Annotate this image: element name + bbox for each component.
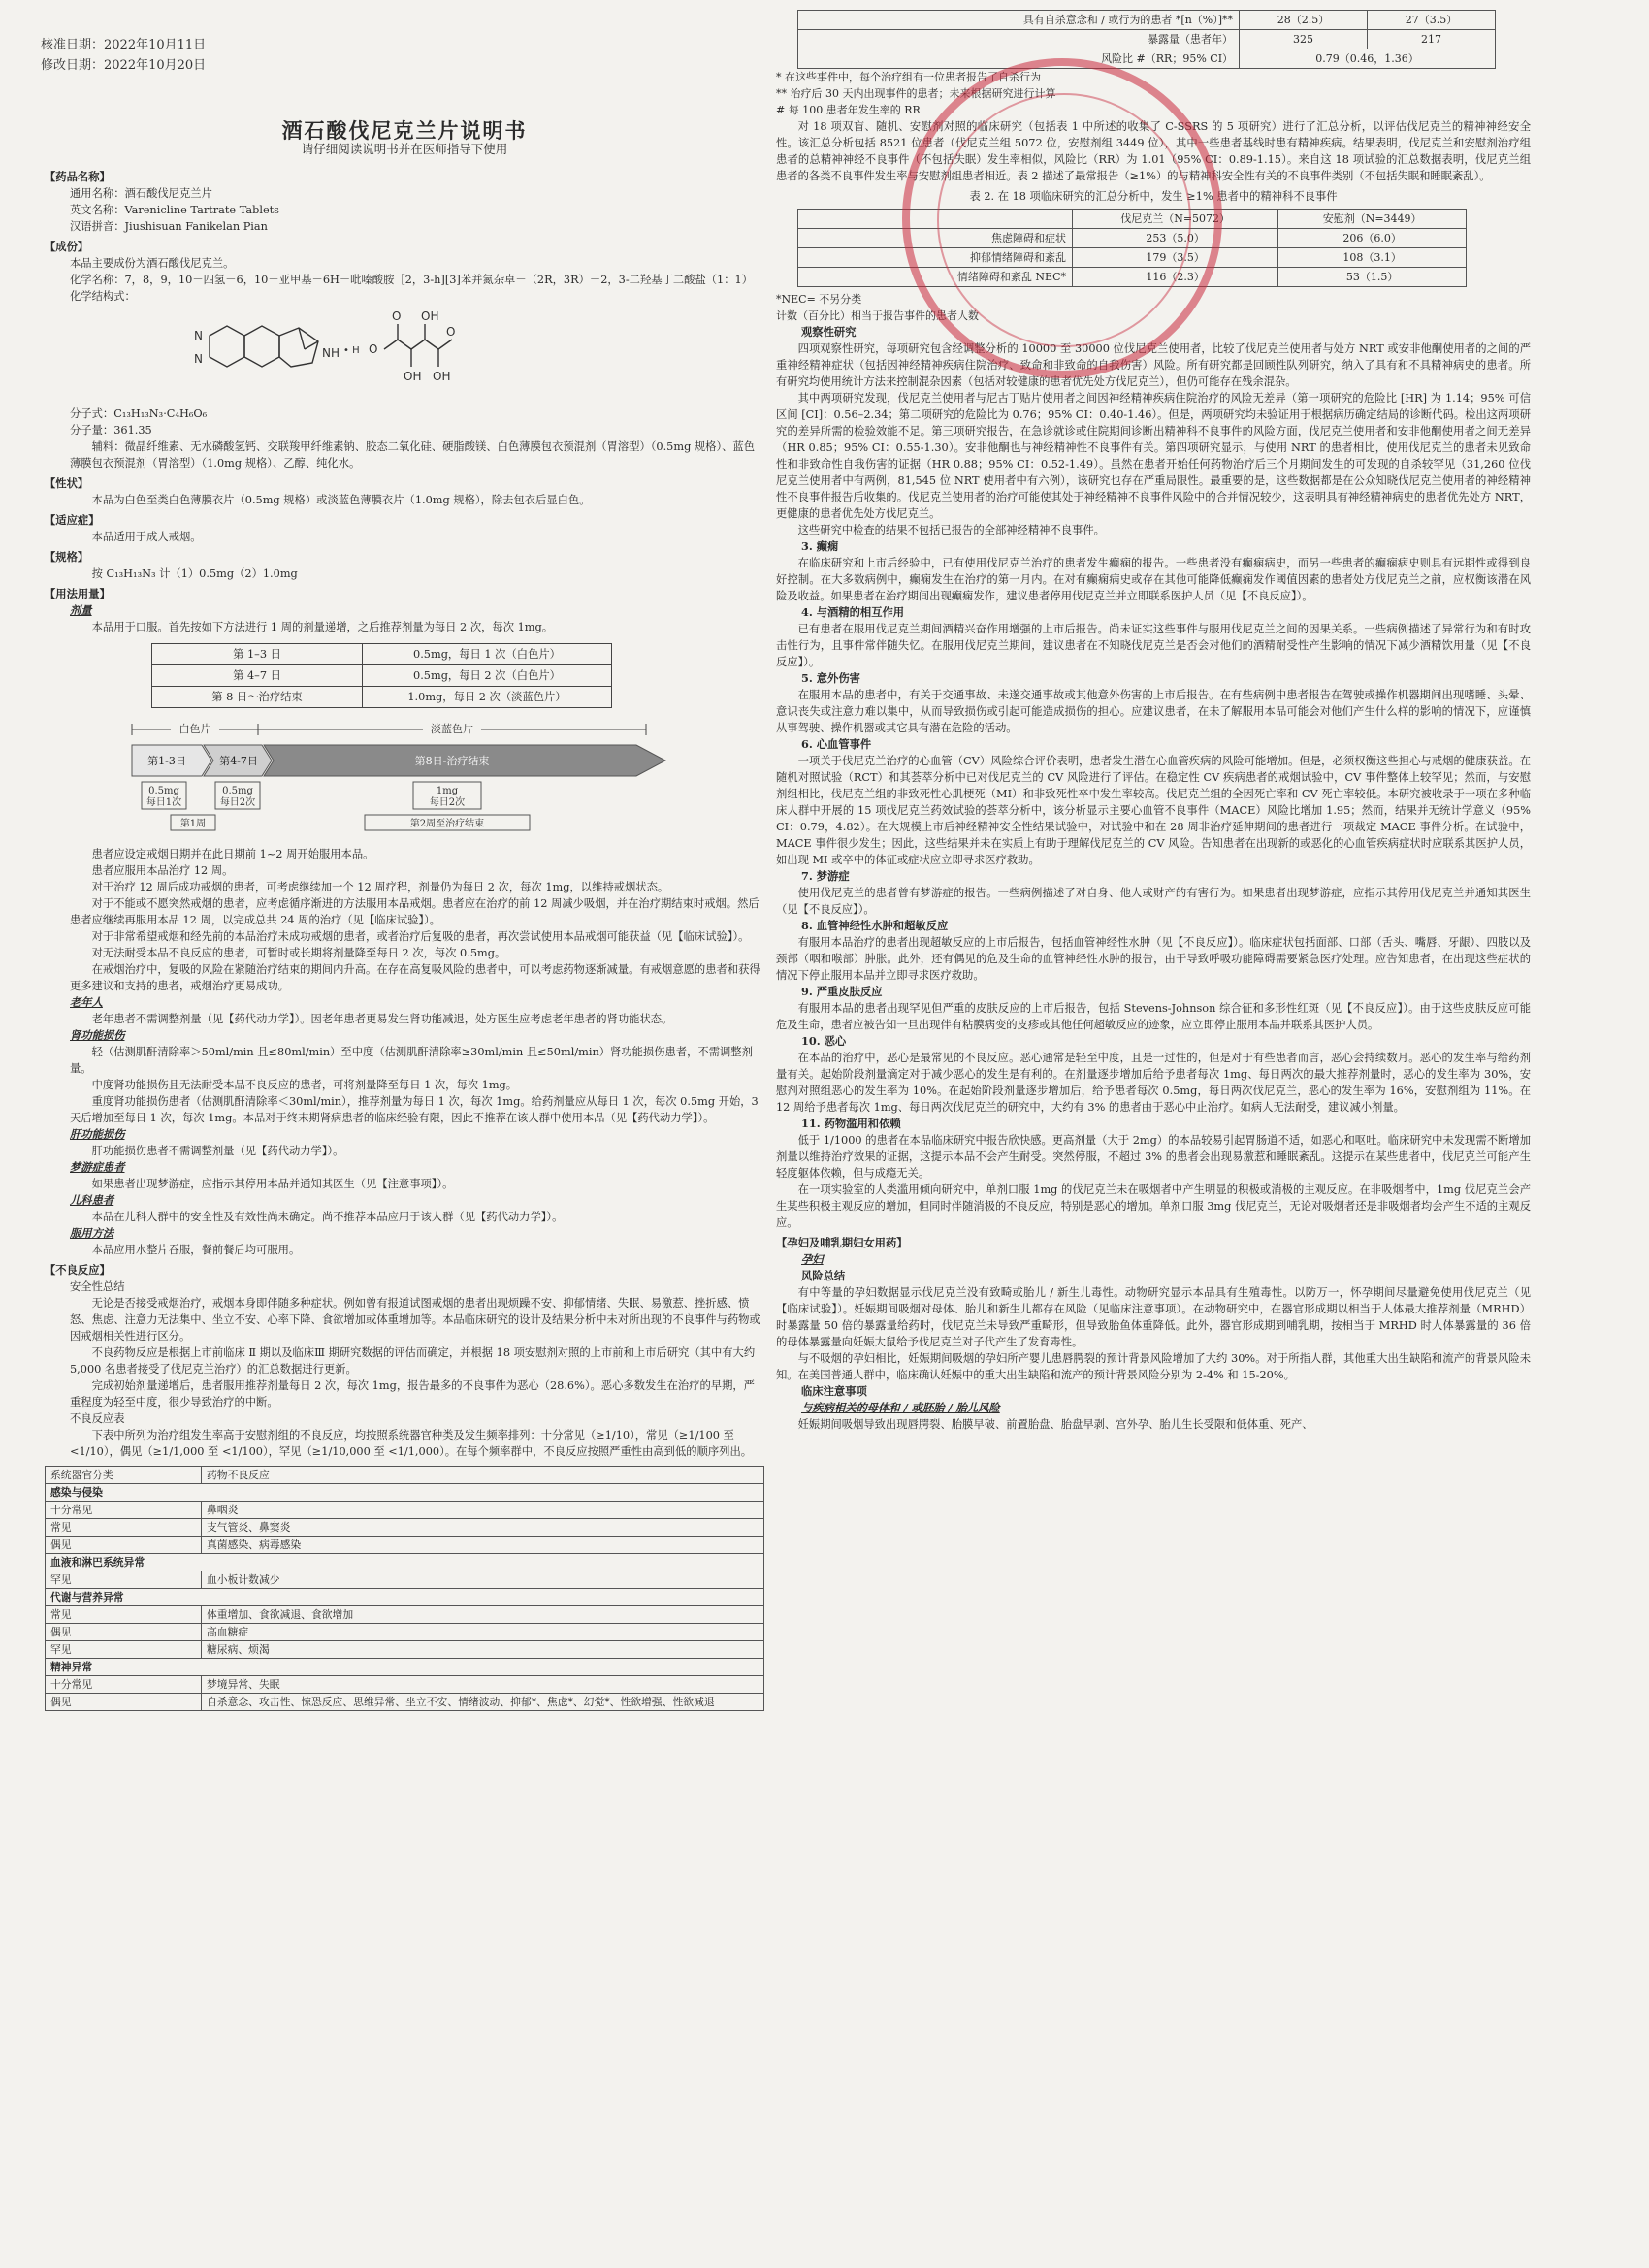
frequency: 常见 [46,1519,202,1537]
section-heading: 8. 血管神经性水肿和超敏反应 [801,919,949,932]
adverse-paragraph: 无论是否接受戒烟治疗，戒烟本身即伴随多种症状。例如曾有报道试图戒烟的患者出现烦躁不安、抑郁情绪、失眠、易激惹、挫折感、愤怒、焦虑、注意力无法集中、坐立不安、心率下降、食欲增加或体重增加等。本品临床研究的设计及结果分析中未对所出现的不良事件与药物或因戒烟相关性进行区分。 [70,1297,760,1343]
pregnancy-paragraph: 有中等量的孕妇数据显示伐尼克兰没有致畸或胎儿 / 新生儿毒性。动物研究显示本品具有生殖毒性。以防万一，怀孕期间尽量避免使用伐尼克兰（见【临床试验】）。妊娠期间吸烟对母体、胎儿和新生儿都存在风险（见临床注意事项）。在动物研究中，在器官形成期以相当于人体最大推荐剂量（MRHD）时暴露量 50 倍的暴露量给药时，伐尼克兰未导致严重畸形，但导致胎鱼体重降低。此外，器官形成期到哺乳期，按相当于 MRHD 时人体暴露量的 36 倍的母体暴露量向妊娠大鼠给予伐尼克兰对子代产生了发育毒性。 [776,1286,1531,1348]
approval-date: 核准日期：2022年10月11日 [41,38,207,52]
cell-placebo: 108（3.1） [1278,248,1467,268]
adverse-col-reaction: 药物不良反应 [202,1467,764,1484]
diagram-dose1a: 0.5mg [148,786,179,796]
dosage-period: 第 8 日～治疗结束 [152,687,363,708]
pinyin-name: 汉语拼音：Jiushisuan Fanikelan Pian [70,220,268,233]
hepatic-heading: 肝功能损伤 [70,1127,125,1141]
method-heading: 服用方法 [70,1226,114,1240]
renal-text: 重度肾功能损伤患者（估测肌酐清除率＜30ml/min），推荐剂量为每日 1 次，每次 1mg。给药剂量应从每日 1 次，每次 0.5mg 开始，3 天后增加至每日 1 次，每次 1mg。本品对于终末期肾病患者的临床经验有限，因此不推荐在该人群中使用本品（见【药代动力学】）。 [70,1095,759,1124]
dosing-diagram-svg [122,718,762,838]
clinical-subheading: 与疾病相关的母体和 / 或胚胎 / 胎儿风险 [801,1401,1000,1414]
table-row [798,229,1467,248]
usage-paragraph: 对无法耐受本品不良反应的患者，可暂时或长期将剂量降至每日 2 次，每次 0.5mg。 [91,947,506,959]
dosage-table [151,643,612,708]
renal-text: 中度肾功能损伤且无法耐受本品不良反应的患者，可将剂量降至每日 1 次，每次 1mg。 [91,1079,518,1091]
note: ** 治疗后 30 天内出现事件的患者；未来根据研究进行计算 [776,87,1056,100]
table-notes [776,69,1531,118]
section-paragraph: 低于 1/1000 的患者在本品临床研究中报告欣快感。更高剂量（大于 2mg）的本品较易引起胃肠道不适，如恶心和呕吐。临床研究中未发现需不断增加剂量以维持治疗效果的证据，这提示本品不会产生耐受。突然停服，不超过 3% 的患者会出现易激惹和睡眠紊乱。这提示在某些患者中，伐尼克兰可能产生轻度躯体依赖，但与成瘾无关。 [776,1134,1531,1180]
section-heading: 9. 严重皮肤反应 [801,985,883,998]
cell-risk-ratio: 0.79（0.46，1.36） [1240,49,1496,69]
table2-caption: 表 2. 在 18 项临床研究的汇总分析中，发生 ≥1% 患者中的精神科不良事件 [969,190,1338,203]
section-paragraph: 已有患者在服用伐尼克兰期间酒精兴奋作用增强的上市后报告。尚未证实这些事件与服用伐尼克兰之间的因果关系。一些病例描述了异常行为和有时攻击性行为，且事件常伴随失忆。在服用伐尼克兰期间，建议患者在不知晓伐尼克兰是否会对他们的酒精耐受性产生影响的情况下减少酒精饮用量（见【不良反应】）。 [776,623,1531,668]
adverse-table-row [46,1624,764,1641]
specs-text: 按 C₁₃H₁₃N₃ 计（1）0.5mg（2）1.0mg [91,567,298,580]
adverse-table-row [46,1484,764,1502]
reaction: 真菌感染、病毒感染 [202,1537,764,1554]
table2-notes [776,291,1531,324]
hepatic-text: 肝功能损伤患者不需调整剂量（见【药代动力学】）。 [91,1145,344,1157]
note: # 每 100 患者年发生率的 RR [776,104,921,116]
section-heading: 10. 恶心 [801,1034,847,1048]
sleepwalking-heading: 梦游症患者 [70,1160,125,1174]
renal-text: 轻（估测肌酐清除率＞50ml/min 且≤80ml/min）至中度（估测肌酐清除率≥30ml/min 且≤50ml/min）肾功能损伤患者，不需调整剂量。 [70,1046,753,1075]
adverse-list-intro: 下表中所列为治疗组发生率高于安慰剂组的不良反应，均按照系统器官种类及发生频率排列：十分常见（≥1/10），常见（≥1/100 至 <1/10），偶见（≥1/1,000 至 <1/100），罕见（≥1/10,000 至 <1/1,000）。在每个频率群中，不良反应按照严重性由高到低的顺序列出。 [70,1429,753,1458]
table-row [798,49,1496,69]
dosage-period: 第 4–7 日 [152,665,363,687]
dosage-dose: 1.0mg，每日 2 次（淡蓝色片） [363,687,612,708]
precaution-sections [776,538,1531,1231]
reaction: 支气管炎、鼻窦炎 [202,1519,764,1537]
usage-paragraph: 患者应服用本品治疗 12 周。 [91,864,234,877]
usage-paragraph: 对于非常希望戒烟和经先前的本品治疗未成功戒烟的患者，或者治疗后复吸的患者，再次尝试使用本品戒烟可能获益（见【临床试验】）。 [91,930,750,943]
section-heading: 3. 癫痫 [801,539,839,553]
diagram-day47: 第4-7日 [219,755,258,767]
section-paragraph: 在服用本品的患者中，有关于交通事故、未遂交通事故或其他意外伤害的上市后报告。在有些病例中患者报告在驾驶或操作机器期间出现嗜睡、头晕、意识丧失或注意力难以集中，从而导致损伤或引起可能造成损伤的担心。应建议患者，在未了解服用本品可能会对他们产生什么样的影响的情况下，应谨慎从事驾驶、操作机器或其它具有潜在危险的活动。 [776,689,1531,734]
row-label: 焦虑障碍和症状 [798,229,1073,248]
pregnancy-heading: 【孕妇及哺乳期妇女用药】 [776,1236,908,1249]
diagram-dose2b: 每日2次 [219,797,256,808]
safety-summary-heading: 安全性总结 [70,1280,125,1293]
note: 计数（百分比）相当于报告事件的患者人数 [776,309,979,322]
document-title: 酒石酸伐尼克兰片说明书 [281,118,528,143]
suicidality-table [797,10,1496,69]
dosage-row [152,665,612,687]
pooled-analysis-paragraph: 对 18 项双盲、随机、安慰剂对照的临床研究（包括表 1 中所述的收集了 C-SSRS 的 5 项研究）进行了汇总分析，以评估伐尼克兰的精神神经安全性。该汇总分析包括 8521 位患者（伐尼克兰组 5072 位，安慰剂组 3449 位），其中一些患者基线时患有精神疾病。结果表明，伐尼克兰和安慰剂治疗组患者的总精神神经不良事件（不包括失眠）发生率相似，风险比（RR）为 1.01（95% CI：0.89-1.15）。来自这 18 项试验的汇总数据表明，伐尼克兰组患者的各类不良事件发生率与安慰剂组患者相近。表 2 描述了最常报告（≥1%）的与精神科安全性有关的不良事件类别（不包括失眠和睡眠紊乱）。 [776,120,1531,182]
molecular-formula: 分子式：C₁₃H₁₃N₃·C₄H₆O₆ [70,407,208,420]
frequency: 偶见 [46,1694,202,1711]
section-paragraph: 使用伐尼克兰的患者曾有梦游症的报告。一些病例描述了对自身、他人或财产的有害行为。如果患者出现梦游症，应指示其停用伐尼克兰并通知其医生（见【不良反应】）。 [776,887,1531,916]
adverse-list-heading: 不良反应表 [70,1412,125,1425]
section-paragraph: 在本品的治疗中，恶心是最常见的不良反应。恶心通常是轻至中度，且是一过性的，但是对于有些患者而言，恶心会持续数月。恶心的发生率与给药剂量有关。起始阶段剂量滴定对于减少恶心的发生是有利的。在剂量逐步增加后给予患者每次 1mg、每日两次的最大推荐剂量时，恶心的发生率为 30%，安慰剂对照组恶心的发生率为 10%。在起始阶段剂量逐步增加后，给予患者每次 0.5mg，每日两次伐尼克兰，恶心的发生率为 16%，安慰剂组为 11%。在 12 周给予患者每次 1mg、每日两次伐尼克兰的研究中，大约有 3% 的患者由于恶心中止治疗。如病人无法耐受，建议减小剂量。 [776,1052,1531,1114]
dosing-diagram [122,718,762,838]
dosage-dose: 0.5mg，每日 2 次（白色片） [363,665,612,687]
diagram-dose3a: 1mg [436,786,459,796]
section-heading: 7. 梦游症 [801,869,850,883]
adverse-paragraph: 不良药物反应是根据上市前临床 Ⅱ 期以及临床Ⅲ 期研究数据的评估而确定，并根据 18 项安慰剂对照的上市前和上市后研究（其中有大约 5,000 名患者接受了伐尼克兰治疗）的汇总数据进行更新。 [70,1346,756,1376]
observational-paragraph: 其中两项研究发现，伐尼克兰使用者与尼古丁贴片使用者之间因神经精神疾病住院治疗的风险无差异（第一项研究的危险比 [HR] 为 1.14；95% 可信区间 [CI]：0.56–2.34；第二项研究的危险比为 0.76；95% CI：0.40-1.46）。但是，两项研究均未验证用于根据病历确定结局的诊断代码。检出这两项研究的差异所需的检验效能不足。第三项研究报告，在急诊就诊或住院期间诊断出精神科不良事件的风险方面，伐尼克兰使用者和安非他酮使用者之间无差异（HR 0.85；95% CI：0.55-1.30）。安非他酮也与神经精神性不良事件有关。第四项研究显示，与使用 NRT 的患者相比，使用伐尼克兰的患者未见致命性和非致命性自我伤害的证据（HR 0.88；95% CI：0.52-1.49）。虽然在患者开始任何药物治疗后三个月期间发生的可发现的自杀较罕见（31,260 位伐尼克兰使用者中有两例，81,545 位 NRT 使用者中有六例），该研究也存在严重局限性。最重要的是，这些数据都是在公众知晓伐尼克兰使用者的神经精神性不良事件报告后收集的。伐尼克兰使用者的治疗可能使其处于神经精神不良事件风险中的合并情况较少，这表明具有神经精神病史的患者优先处方 NRT，更健康的患者优先处方伐尼克兰。 [776,392,1531,520]
organ-class: 精神异常 [46,1659,764,1676]
children-text: 本品在儿科人群中的安全性及有效性尚未确定。尚不推荐本品应用于该人群（见【药代动力学】）。 [91,1211,564,1223]
svg-text:O: O [369,342,378,356]
frequency: 罕见 [46,1641,202,1659]
clinical-text: 妊娠期间吸烟导致出现唇腭裂、胎膜早破、前置胎盘、胎盘早剥、宫外孕、胎儿生长受限和低体重、死产、 [797,1418,1313,1431]
composition-main: 本品主要成份为酒石酸伐尼克兰。 [70,257,235,270]
dosage-row [152,687,612,708]
specs-heading: 【规格】 [45,550,89,564]
section-paragraph: 一项关于伐尼克兰治疗的心血管（CV）风险综合评价表明，患者发生潜在心血管疾病的风险可能增加。但是，必须权衡这些担心与戒烟的健康获益。在随机对照试验（RCT）和其荟萃分析中已对伐尼克兰的 CV 风险进行了评估。在稳定性 CV 疾病患者的戒烟试验中，CV 事件整体上较罕见；然而，与安慰剂组相比，伐尼克兰组的非致死性心肌梗死（MI）和非致死性卒中发生率较高。伐尼克兰组的全因死亡率和 CV 死亡率较低。本研究被收录于一项在多种临床人群中开展的 15 项伐尼克兰药效试验的荟萃分析中，该分析显示主要心血管不良事件（MACE）风险比增加 1.95；然而，结果并无统计学意义（95% CI：0.79，4.82）。在大规模上市后神经精神安全性结果试验中，对试验中和在 28 周非治疗延伸期间的患者进行一项裁定 MACE 事件分析。在试验中，MACE 事件很少发生；因此，这些结果并未在实质上有助于理解伐尼克兰的 CV 风险。告知患者在出现新的或恶化的心血管疾病症状时应联系其医护人员，如出现 MI 或卒中的体征或症状应立即寻求医疗救助。 [776,755,1531,866]
pregnancy-risk-heading: 风险总结 [801,1269,846,1282]
row-label: 情绪障碍和紊乱 NEC* [798,268,1073,287]
adverse-col-class: 系统器官分类 [46,1467,202,1484]
molecular-weight: 分子量：361.35 [70,424,152,437]
diagram-dose3b: 每日2次 [429,797,466,808]
diagram-week1: 第1周 [179,819,207,829]
table-header [798,210,1467,229]
left-column [45,0,764,1711]
chemical-structure-drawing [190,307,539,400]
table-row [798,248,1467,268]
adverse-table-row [46,1641,764,1659]
dosage-dose: 0.5mg，每日 1 次（白色片） [363,644,612,665]
diagram-dose1b: 每日1次 [146,797,182,808]
usage-paragraph: 在戒烟治疗中，复吸的风险在紧随治疗结束的期间内升高。在存在高复吸风险的患者中，可以考虑药物逐渐减量。有戒烟意愿的患者和获得更多建议和支持的患者，戒烟治疗更易成功。 [70,963,760,992]
adverse-table-row [46,1589,764,1606]
excipients: 辅料：微晶纤维素、无水磷酸氢钙、交联羧甲纤维素钠、胶态二氧化硅、硬脂酸镁、白色薄膜包衣预混剂（胃溶型）（0.5mg 规格）、蓝色薄膜包衣预混剂（胃溶型）（1.0mg 规格）、乙醇、纯化水。 [70,440,756,470]
dose-heading: 剂量 [70,603,92,617]
adverse-table [45,1466,764,1711]
svg-text:O: O [392,309,402,323]
adverse-table-row [46,1519,764,1537]
pregnancy-subheading: 孕妇 [801,1252,824,1266]
svg-text:N: N [194,329,203,342]
section-paragraph: 在一项实验室的人类滥用倾向研究中，单剂口服 1mg 的伐尼克兰未在吸烟者中产生明显的积极或消极的主观反应。在非吸烟者中，1mg 伐尼克兰会产生某些积极主观反应的增加，但同时伴随消极的不良反应，特别是恶心的增加。单剂口服 3mg 伐尼克兰，无论对吸烟者还是非吸烟者均会产生不适的主观反应。 [776,1183,1531,1229]
adverse-table-row [46,1554,764,1571]
header-cell [798,210,1073,229]
elderly-text: 老年患者不需调整剂量（见【药代动力学】）。因老年患者更易发生肾功能减退，处方医生应考虑老年患者的肾功能状态。 [91,1013,673,1025]
header-cell: 安慰剂（N=3449） [1278,210,1467,229]
section-paragraph: 有服用本品治疗的患者出现超敏反应的上市后报告，包括血管神经性水肿（见【不良反应】）。临床症状包括面部、口部（舌头、嘴唇、牙龈）、四肢以及颈部（咽和喉部）肿胀。此外，还有偶见的危及生命的血管神经性水肿的报告，由于导致呼吸功能障碍需要紧急医疗处理。应告知患者，在出现这些症状的情况下停止服用本品并立即寻求医疗救助。 [776,936,1531,982]
section-paragraph: 有服用本品的患者出现罕见但严重的皮肤反应的上市后报告，包括 Stevens-Johnson 综合征和多形性红斑（见【不良反应】）。由于这些皮肤反应可能危及生命，患者应被告知一旦出现伴有粘膜病变的皮疹或其他任何超敏反应的迹象，应立即停止服用本品并联系其医护人员。 [776,1002,1531,1031]
section-heading: 11. 药物滥用和依赖 [801,1117,901,1130]
method-text: 本品应用水整片吞服，餐前餐后均可服用。 [91,1244,301,1256]
adverse-table-header [46,1467,764,1484]
table-row [798,30,1496,49]
pregnancy-paragraph: 与不吸烟的孕妇相比，妊娠期间吸烟的孕妇所产婴儿患唇腭裂的预计背景风险增加了大约 30%。对于所指人群，其他重大出生缺陷和流产的背景风险未知。在美国普通人群中，临床确认妊娠中的重大出生缺陷和流产的预计背景风险分别为 2-4% 和 15-20%。 [776,1352,1531,1381]
adverse-heading: 【不良反应】 [45,1263,111,1277]
reaction: 体重增加、食欲减退、食欲增加 [202,1606,764,1624]
adverse-table-row [46,1676,764,1694]
observational-paragraph: 这些研究中检查的结果不包括已报告的全部神经精神不良事件。 [797,524,1105,536]
frequency: 十分常见 [46,1676,202,1694]
revision-date: 修改日期：2022年10月20日 [41,58,207,73]
right-column [776,0,1531,1433]
usage-heading: 【用法用量】 [45,587,111,600]
adverse-table-row [46,1502,764,1519]
reaction: 高血糖症 [202,1624,764,1641]
structure-label: 化学结构式： [70,290,136,303]
cell-varenicline: 325 [1240,30,1368,49]
indications-heading: 【适应症】 [45,513,100,527]
row-label: 风险比 #（RR；95% CI） [798,49,1240,69]
reaction: 自杀意念、攻击性、惊恐反应、思维异常、坐立不安、情绪波动、抑郁*、焦虑*、幻觉*、性欲增强、性欲减退 [202,1694,764,1711]
adverse-table-row [46,1606,764,1624]
adverse-table-row [46,1537,764,1554]
cell-varenicline: 253（5.0） [1073,229,1278,248]
cell-placebo: 53（1.5） [1278,268,1467,287]
cell-varenicline: 179（3.5） [1073,248,1278,268]
svg-text:OH: OH [421,309,439,323]
reaction: 糖尿病、烦渴 [202,1641,764,1659]
properties-text: 本品为白色至类白色薄膜衣片（0.5mg 规格）或淡蓝色薄膜衣片（1.0mg 规格），除去包衣后显白色。 [91,494,591,506]
organ-class: 血液和淋巴系统异常 [46,1554,764,1571]
observational-heading: 观察性研究 [801,325,857,339]
cell-varenicline: 116（2.3） [1073,268,1278,287]
section-heading: 4. 与酒精的相互作用 [801,605,905,619]
svg-text:NH: NH [322,346,340,360]
reaction: 血小板计数减少 [202,1571,764,1589]
usage-paragraph: 患者应设定戒烟日期并在此日期前 1~2 周开始服用本品。 [91,848,374,860]
cell-placebo: 206（6.0） [1278,229,1467,248]
properties-heading: 【性状】 [45,476,89,490]
composition-heading: 【成份】 [45,240,89,253]
frequency: 偶见 [46,1624,202,1641]
frequency: 罕见 [46,1571,202,1589]
section-heading: 5. 意外伤害 [801,671,860,685]
diagram-week2: 第2周至治疗结束 [409,819,485,829]
svg-text:• H: • H [343,345,360,356]
diagram-dose2a: 0.5mg [222,786,253,796]
row-label: 抑郁情绪障碍和紊乱 [798,248,1073,268]
svg-text:N: N [194,352,203,366]
reaction: 梦境异常、失眠 [202,1676,764,1694]
adverse-table-row [46,1659,764,1676]
chemical-structure [190,307,539,400]
psychiatric-events-table [797,209,1467,287]
cell-varenicline: 28（2.5） [1240,11,1368,30]
section-paragraph: 在临床研究和上市后经验中，已有使用伐尼克兰治疗的患者发生癫痫的报告。一些患者没有癫痫病史，而另一些患者的癫痫病史则具有远期性或得到良好控制。在大多数病例中，癫痫发生在治疗的第一月内。在对有癫痫病史或存在其他可能降低癫痫发作阈值因素的患者处方伐尼克兰之前，应权衡该潜在风险及收益。如果患者在治疗期间出现癫痫发作，建议患者停用伐尼克兰并立即联系医护人员（见【不良反应】）。 [776,557,1531,602]
document-subtitle: 请仔细阅读说明书并在医师指导下使用 [301,142,508,156]
frequency: 十分常见 [46,1502,202,1519]
organ-class: 感染与侵染 [46,1484,764,1502]
section-heading: 6. 心血管事件 [801,737,872,751]
drug-name-heading: 【药品名称】 [45,170,111,183]
english-name: 英文名称：Varenicline Tartrate Tablets [70,204,279,216]
dose-intro: 本品用于口服。首先按如下方法进行 1 周的剂量递增，之后推荐剂量为每日 2 次，每次 1mg。 [91,621,554,633]
renal-heading: 肾功能损伤 [70,1028,125,1042]
svg-text:O: O [446,325,456,339]
dosage-period: 第 1–3 日 [152,644,363,665]
diagram-day13: 第1-3日 [147,755,186,767]
table-row [798,11,1496,30]
organ-class: 代谢与营养异常 [46,1589,764,1606]
svg-text:OH: OH [404,370,422,383]
note: *NEC= 不另分类 [776,293,862,306]
row-label: 暴露量（患者年） [798,30,1240,49]
adverse-paragraph: 完成初始剂量递增后，患者服用推荐剂量每日 2 次，每次 1mg，报告最多的不良事件为恶心（28.6%）。恶心多数发生在治疗的早期，严重程度为轻至中度，很少导致治疗的中断。 [70,1379,755,1409]
usage-paragraph: 对于不能或不愿突然戒烟的患者，应考虑循序渐进的方法服用本品戒烟。患者应在治疗的前 12 周减少吸烟，并在治疗期结束时戒烟。然后患者应继续再服用本品 12 周，以完成总共 24 周的治疗（见【临床试验】）。 [70,897,760,926]
note: * 在这些事件中，每个治疗组有一位患者报告了自杀行为 [776,71,1041,83]
svg-text:OH: OH [433,370,451,383]
indications-text: 本品适用于成人戒烟。 [91,531,202,543]
children-heading: 儿科患者 [70,1193,114,1207]
cell-placebo: 27（3.5） [1368,11,1496,30]
chemical-name: 化学名称：7，8，9，10－四氢－6，10－亚甲基－6H－吡嗪酸胺［2，3-h][3]苯并氮杂卓－（2R，3R）－2，3-二羟基丁二酸盐（1：1） [70,274,754,286]
elderly-heading: 老年人 [70,995,103,1009]
cell-placebo: 217 [1368,30,1496,49]
usage-paragraph: 对于治疗 12 周后成功戒烟的患者，可考虑继续加一个 12 周疗程，剂量仍为每日 2 次，每次 1mg，以维持戒烟状态。 [91,881,669,893]
table-row [798,268,1467,287]
diagram-blue-label: 淡蓝色片 [431,723,473,735]
adverse-table-row [46,1571,764,1589]
sleepwalking-text: 如果患者出现梦游症，应指示其停用本品并通知其医生（见【注意事项】）。 [91,1178,454,1190]
clinical-considerations-heading: 临床注意事项 [801,1384,867,1398]
row-label: 具有自杀意念和 / 或行为的患者 *[n（%）]** [798,11,1240,30]
reaction: 鼻咽炎 [202,1502,764,1519]
adverse-table-row [46,1694,764,1711]
diagram-white-label: 白色片 [178,723,211,735]
observational-paragraph: 四项观察性研究，每项研究包含经调整分析的 10000 至 30000 位伐尼克兰使用者，比较了伐尼克兰使用者与处方 NRT 或安非他酮使用者的之间的严重神经精神症状（包括因神经精神疾病住院治疗、致命和非致命的自我伤害）风险。所有研究都是回顾性队列研究，纳入了具有和不具精神病史的患者。所有研究均使用统计方法来控制混杂因素（包括对较健康的患者优先处方伐尼克兰），但仍可能存在残余混杂。 [776,342,1531,388]
header-cell: 伐尼克兰（N=5072） [1073,210,1278,229]
diagram-day8: 第8日-治疗结束 [414,755,490,767]
adverse-table-body [46,1484,764,1711]
dosage-row [152,644,612,665]
generic-name: 通用名称：酒石酸伐尼克兰片 [70,187,212,200]
frequency: 常见 [46,1606,202,1624]
frequency: 偶见 [46,1537,202,1554]
